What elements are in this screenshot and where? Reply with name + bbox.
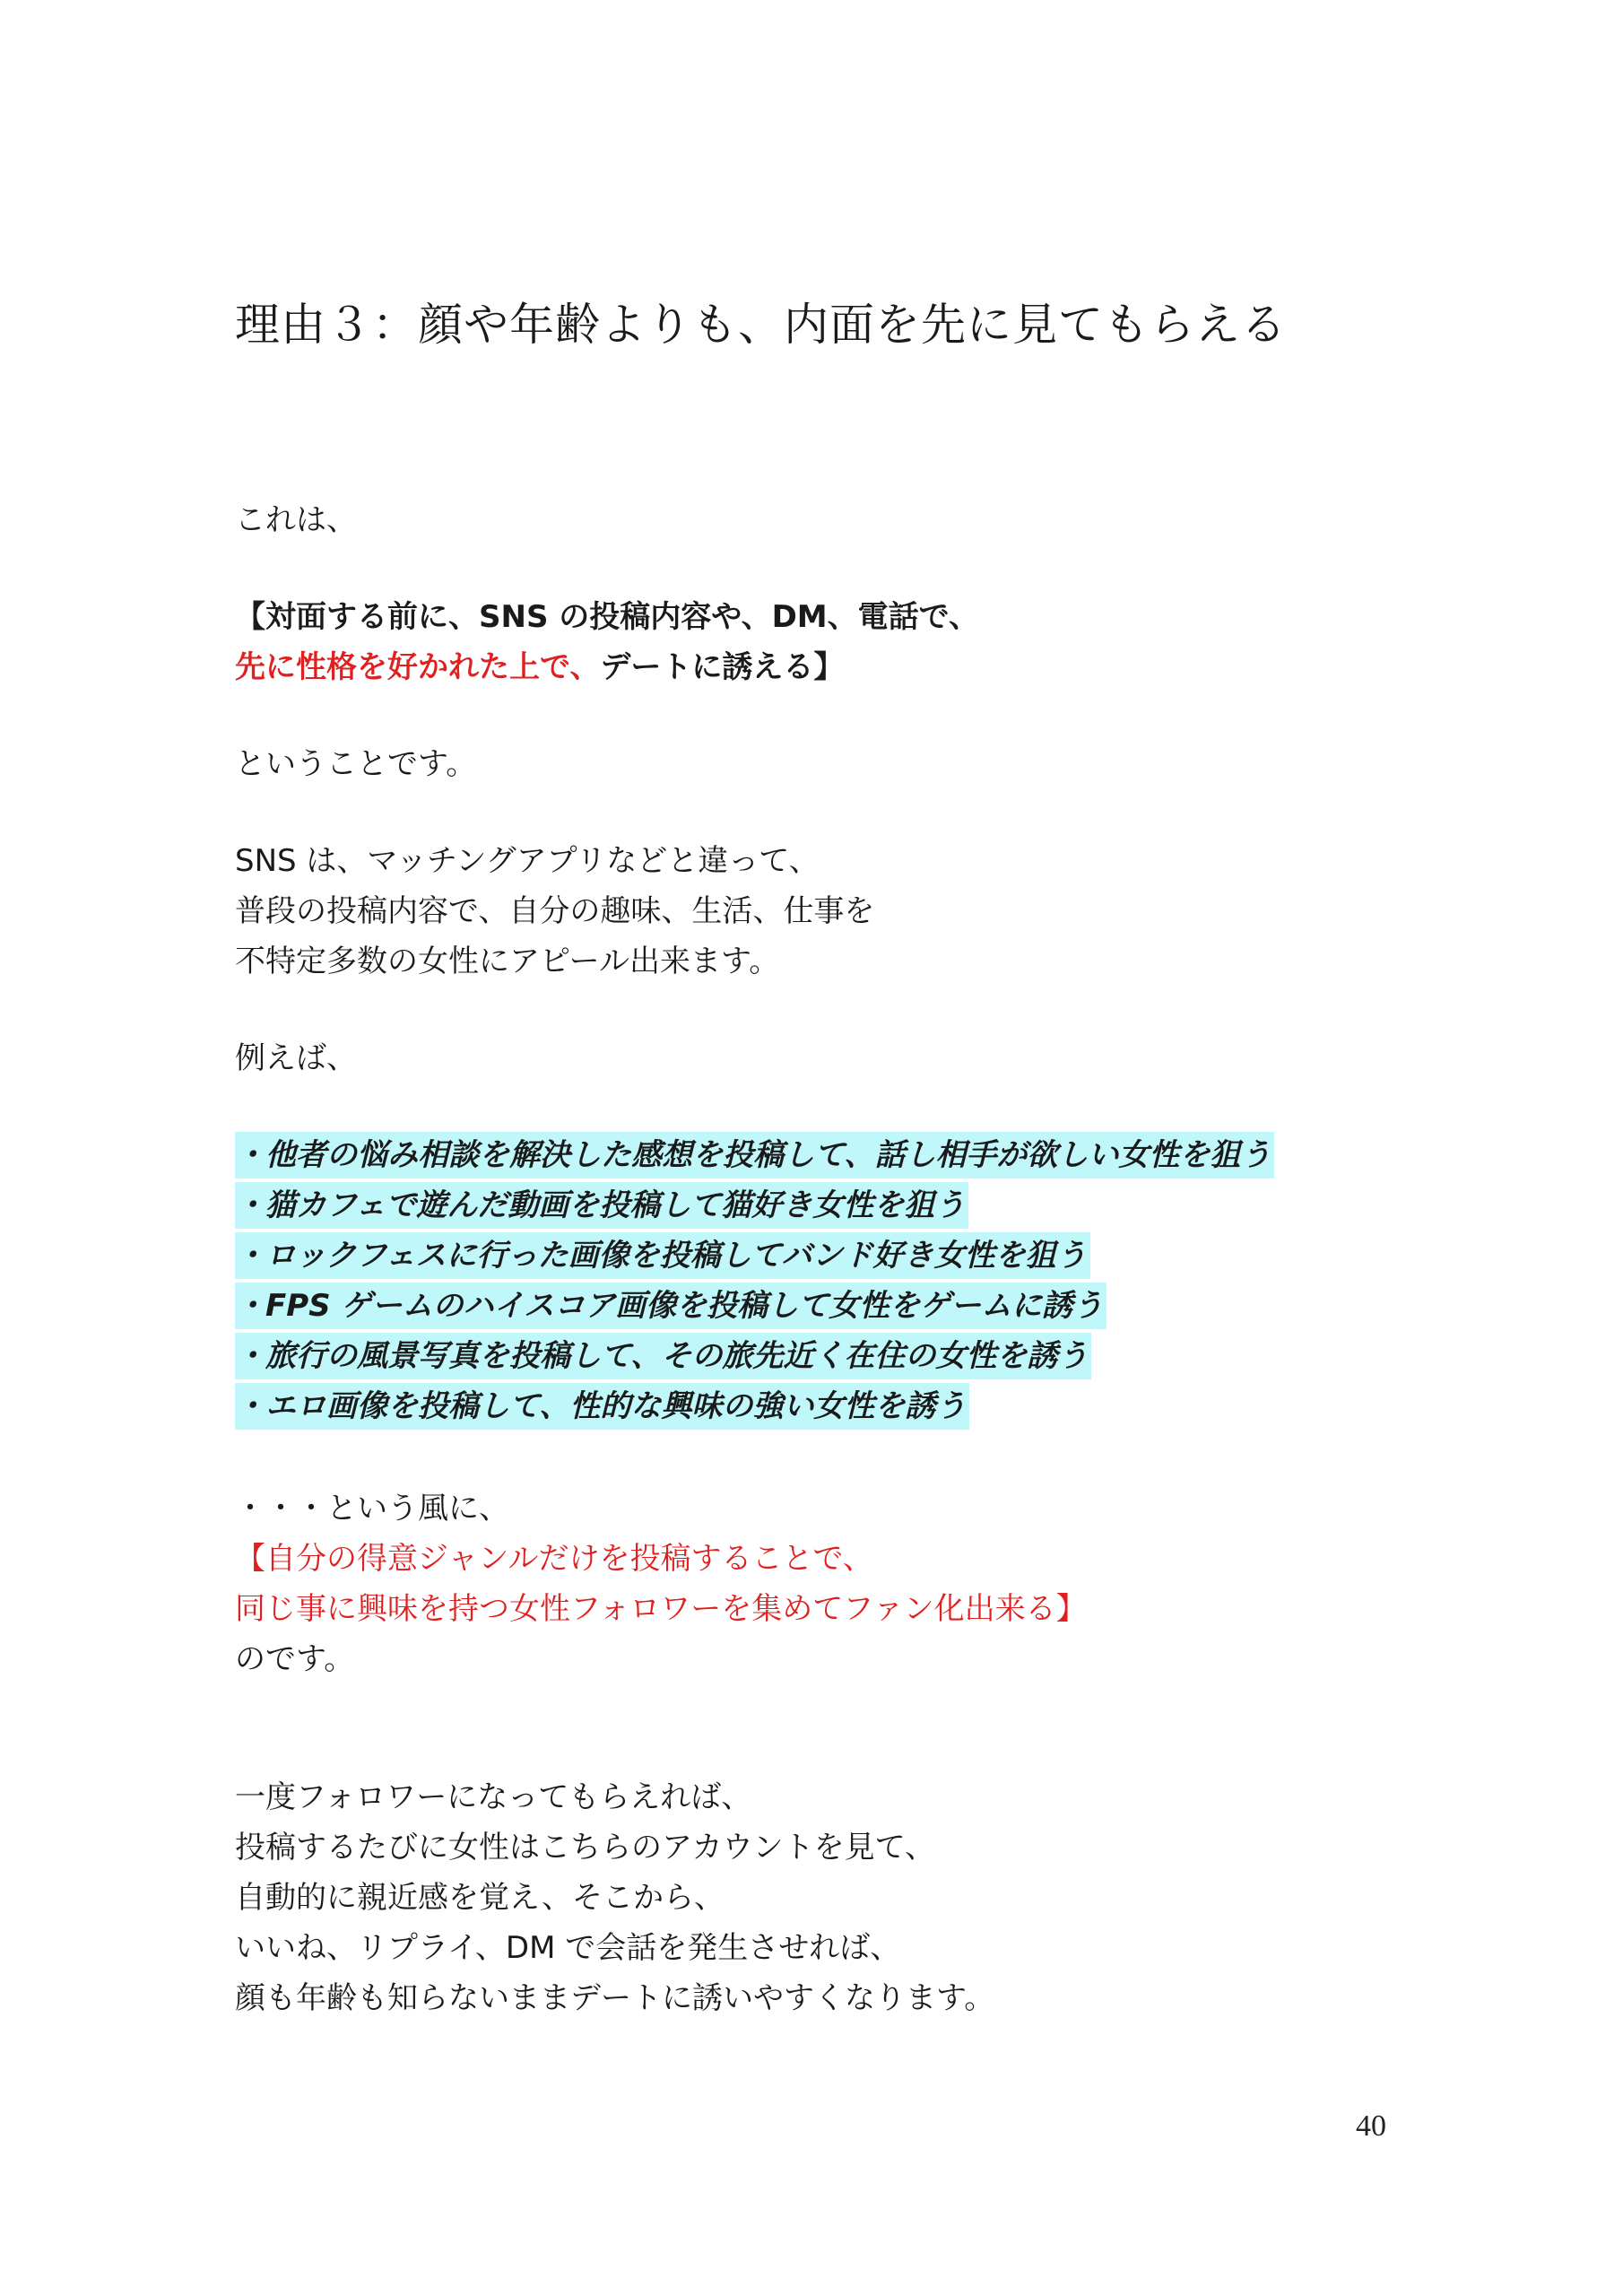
page-number: 40 <box>1356 2109 1386 2143</box>
example-item: ・FPS ゲームのハイスコア画像を投稿して女性をゲームに誘う <box>235 1283 1107 1329</box>
example-intro: 例えば、 <box>235 1040 357 1076</box>
intro-text: これは、 <box>235 502 357 538</box>
example-item: ・猫カフェで遊んだ動画を投稿して猫好き女性を狙う <box>235 1182 968 1229</box>
statement-text: ということです。 <box>235 746 477 782</box>
example-item: ・他者の悩み相談を解決した感想を投稿して、話し相手が欲しい女性を狙う <box>235 1132 1274 1178</box>
example-item: ・エロ画像を投稿して、性的な興味の強い女性を誘う <box>235 1383 969 1430</box>
example-item: ・ロックフェスに行った画像を投稿してバンド好き女性を狙う <box>235 1232 1090 1279</box>
paragraph-line: 不特定多数の女性にアピール出来ます。 <box>235 944 780 979</box>
paragraph-line: いいね、リプライ、DM で会話を発生させれば、 <box>235 1930 901 1966</box>
bracket-statement-rest: デートに誘える】 <box>600 649 845 685</box>
paragraph-line: 自動的に親近感を覚え、そこから、 <box>235 1880 725 1916</box>
summary-emphasis-line: 同じ事に興味を持つ女性フォロワーを集めてファン化出来る】 <box>235 1591 1087 1627</box>
red-emphasis-text: 先に性格を好かれた上で、 <box>235 649 601 685</box>
paragraph-line: 普段の投稿内容で、自分の趣味、生活、仕事を <box>235 893 875 929</box>
paragraph-line: 一度フォロワーになってもらえれば、 <box>235 1779 752 1815</box>
bracket-statement-line2 <box>235 648 844 687</box>
paragraph-line: SNS は、マッチングアプリなどと違って、 <box>235 843 820 879</box>
summary-emphasis-line: 【自分の得意ジャンルだけを投稿することで、 <box>235 1541 873 1577</box>
summary-line: ・・・という風に、 <box>235 1491 509 1526</box>
paragraph-line: 投稿するたびに女性はこちらのアカウントを見て、 <box>235 1830 935 1866</box>
bracket-statement-line1: 【対面する前に、SNS の投稿内容や、DM、電話で、 <box>235 599 979 635</box>
example-item: ・旅行の風景写真を投稿して、その旅先近く在住の女性を誘う <box>235 1333 1091 1379</box>
paragraph-line: 顔も年齢も知らないままデートに誘いやすくなります。 <box>235 1980 995 2016</box>
page-title: 理由３：顔や年齢よりも、内面を先に見てもらえる <box>235 299 1287 351</box>
summary-line: のです。 <box>235 1641 355 1677</box>
